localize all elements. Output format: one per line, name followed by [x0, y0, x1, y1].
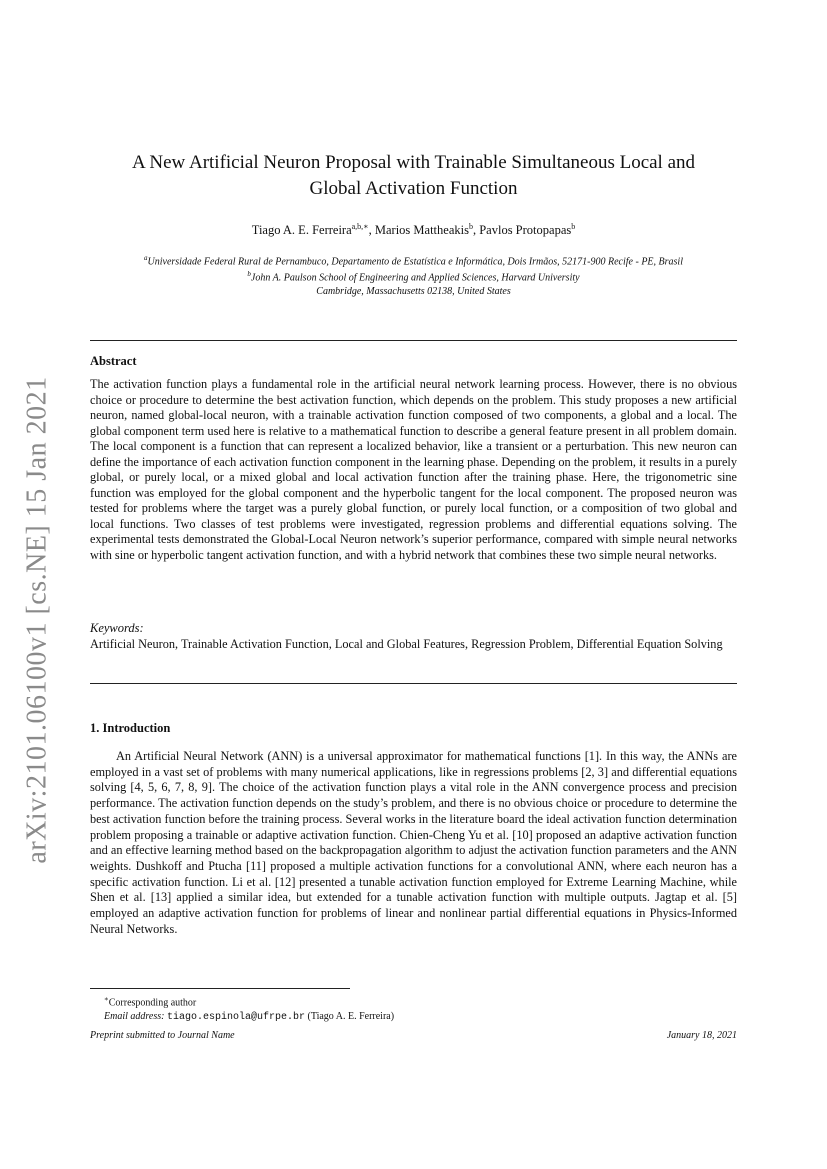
footnote-mark: ∗ — [104, 995, 109, 1003]
abstract-top-rule — [90, 340, 737, 341]
paper-title — [90, 150, 737, 202]
affiliation-mark: b — [247, 270, 251, 279]
footer-date: January 18, 2021 — [666, 1030, 737, 1041]
affiliation-line — [90, 252, 737, 268]
affiliation-text: Universidade Federal Rural de Pernambuco, Departamento de Estatística e Informática, Dois Irmãos, 52171-900 Recife - PE, Brasil — [147, 256, 683, 268]
author-separator: , — [472, 223, 480, 238]
footer-preprint-note: Preprint submitted to Journal Name — [90, 1030, 235, 1041]
introduction-paragraph: An Artificial Neural Network (ANN) is a universal approximator for mathematical functions [1]. In this way, the ANNs are employed in a vast set of problems with many numerical applications, like in regressions problems [2, 3] and differential equations solving [4, 5, 6, 7, 8, 9]. The choice of the activation function plays a vital role in the ANN convergence process and precision performance. The activation function depends on the study’s problem, and there is no obvious choice or procedure to determine the best activation function before the training process. Several works in the literature board the ideal activation function determination problem proposing a trainable or adaptive activation function. Chien-Cheng Yu et al. [10] proposed an adaptive activation function and an effective learning method based on the backpropagation algorithm to adjust the activation function parameters and the ANN weights. Dushkoff and Ptucha [11] proposed a multiple activation functions for a convolutional ANN, where each neuron has a specific activation function. Li et al. [12] presented a tunable activation function employed for Extreme Learning Machine, while Shen et al. [13] applied a similar idea, but extended for a tunable activation function with multiple outputs. Jagtap et al. [5] employed an adaptive activation function for problems of linear and nonlinear partial differential equations in Physics-Informed Neural Networks. — [90, 749, 737, 936]
email-address: tiago.espinola@ufrpe.br — [166, 1012, 305, 1024]
email-owner: (Tiago A. E. Ferreira) — [307, 1011, 395, 1023]
email-label: Email address: — [104, 1011, 165, 1023]
affiliation-text: John A. Paulson School of Engineering and Applied Sciences, Harvard University — [250, 272, 580, 284]
keywords-text: Artificial Neuron, Trainable Activation Function, Local and Global Features, Regression Problem, Differential Equation Solving — [90, 637, 723, 651]
arxiv-identifier-text: arXiv:2101.06100v1 [cs.NE] 15 Jan 2021 — [22, 376, 53, 864]
section-heading-introduction: 1. Introduction — [90, 721, 171, 735]
affiliation-line — [90, 268, 737, 284]
footnote-corresponding — [104, 992, 704, 1010]
footnote-rule — [90, 988, 350, 989]
abstract-bottom-rule — [90, 683, 737, 684]
affiliations — [90, 252, 737, 298]
author-name: Marios Mattheakis — [374, 223, 469, 238]
author-name: Pavlos Protopapas — [479, 223, 572, 238]
affiliation-mark: a — [144, 254, 148, 262]
author-separator: , — [368, 223, 375, 238]
abstract-text: The activation function plays a fundamental role in the artificial neural network learning process. However, there is no obvious choice or procedure to determine the best activation function, which depends on the problem. This study proposes a new artificial neuron, named global-local neuron, with a trainable activation function composed of two components, a global and a local. The global component term used here is relative to a mathematical function to describe a general feature present in all problem domain. The local component is a function that can represent a localized behavior, like a transient or a perturbation. This new neuron can define the importance of each activation function component in the learning phase. Depending on the problem, it results in a purely global, or purely local, or a mixed global and local activation function after the training phase. Here, the trigonometric sine function was employed for the global component and the hyperbolic tangent for the local component. The proposed neuron was tested for problems where the target was a purely global function, or purely local function, or a composition of two global and local functions. Two classes of test problems were investigated, regression problems and differential equations solving. The experimental tests demonstrated the Global-Local Neuron network’s superior performance, compared with simple neural networks with sine or hyperbolic tangent activation function, and with a hybrid network that combines these two simple neural networks. — [90, 377, 737, 562]
author-name: Tiago A. E. Ferreira — [251, 223, 352, 238]
author-list — [90, 222, 737, 238]
footnote — [104, 992, 704, 1025]
affiliation-line — [90, 285, 737, 298]
abstract-heading: Abstract — [90, 354, 137, 368]
title-line-2: Global Activation Function — [309, 178, 518, 199]
footnote-corresponding-text: Corresponding author — [108, 997, 197, 1009]
title-line-1: A New Artificial Neuron Proposal with Trainable Simultaneous Local and — [131, 152, 696, 173]
affiliation-text: Cambridge, Massachusetts 02138, United States — [316, 285, 511, 297]
footnote-email — [104, 1010, 704, 1025]
author-affil-marks: b — [468, 222, 473, 231]
keywords-heading: Keywords: — [90, 621, 144, 635]
author-affil-marks: b — [571, 222, 576, 231]
author-affil-marks: a,b,∗ — [351, 222, 369, 231]
arxiv-identifier-stamp — [8, 360, 68, 880]
